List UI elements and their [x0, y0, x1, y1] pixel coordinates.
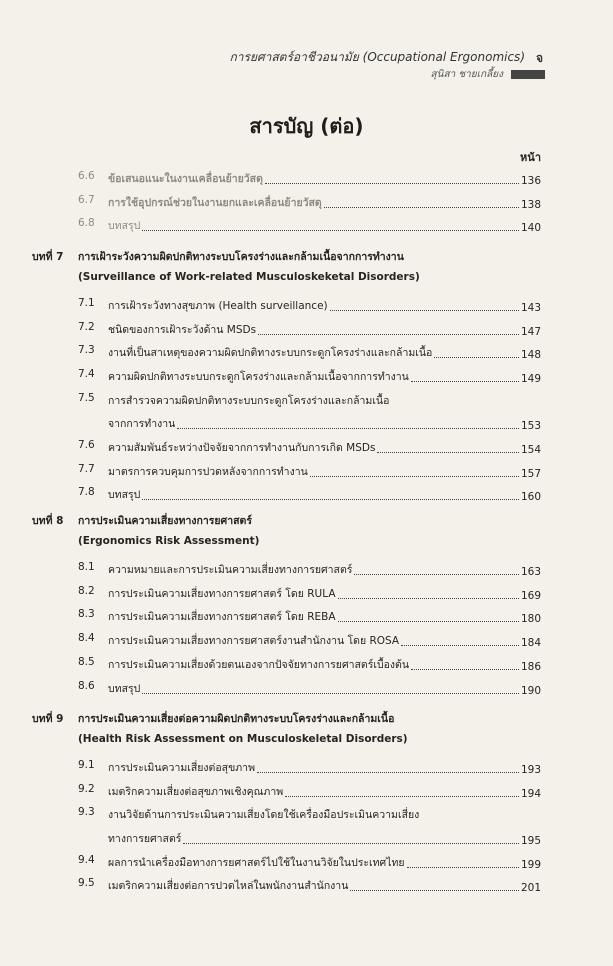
- chapter-title-en: (Ergonomics Risk Assessment): [78, 534, 260, 547]
- entry-title: งานที่เป็นสาเหตุของความผิดปกติทางระบบกระดูกโครงร่างและกล้ามเนื้อ: [108, 347, 433, 360]
- entry-title: ความหมายและการประเมินความเสี่ยงทางการยศาสตร์: [108, 564, 353, 576]
- entry-page: 153: [520, 420, 541, 433]
- dot-leader: [330, 310, 519, 311]
- entry-title: การประเมินความเสี่ยงทางการยศาสตร์ โดย REBA: [108, 611, 336, 624]
- entry-page: 190: [520, 684, 541, 697]
- entry-number: 7.2: [78, 320, 95, 333]
- table-row: [108, 585, 541, 602]
- table-row: [108, 344, 541, 361]
- entry-number: 8.3: [78, 608, 95, 621]
- chapter-label: บทที่ 7: [32, 251, 64, 263]
- chapter-label: บทที่ 8: [32, 515, 64, 527]
- entry-page: 147: [520, 325, 541, 338]
- entry-number: 9.4: [78, 853, 95, 866]
- table-row: [108, 680, 541, 697]
- dot-leader: [310, 476, 519, 477]
- entry-page: 149: [520, 373, 541, 386]
- entry-page: 195: [520, 834, 541, 847]
- dot-leader: [350, 890, 519, 891]
- entry-number: 9.5: [78, 877, 95, 890]
- entry-number: 7.7: [78, 462, 95, 475]
- table-row: [108, 632, 541, 649]
- dot-leader: [142, 499, 519, 500]
- entry-page: 160: [520, 491, 541, 504]
- dot-leader: [411, 381, 519, 382]
- entry-number: 8.1: [78, 561, 95, 573]
- entry-page: 184: [520, 637, 541, 650]
- entry-page: 169: [520, 589, 541, 602]
- entry-number: 9.1: [78, 759, 95, 771]
- entry-page: 201: [520, 882, 541, 895]
- chapter-title-th: การประเมินความเสี่ยงต่อความผิดปกติทางระบบโครงร่างและกล้ามเนื้อ: [78, 713, 395, 725]
- entry-number: 6.6: [78, 170, 95, 182]
- entry-title: บทสรุป: [108, 489, 141, 502]
- entry-title: ความสัมพันธ์ระหว่างปัจจัยจากการทำงานกับการเกิด MSDs: [108, 442, 376, 454]
- table-row: [108, 194, 541, 211]
- entry-number: 9.3: [78, 806, 95, 819]
- entry-title: การประเมินความเสี่ยงทางการยศาสตร์งานสำนักงาน โดย ROSA: [108, 635, 400, 648]
- entry-number: 7.1: [78, 297, 95, 309]
- entry-number: 8.2: [78, 584, 95, 597]
- dot-leader: [142, 693, 519, 694]
- dot-leader: [177, 428, 519, 429]
- entry-title: เมตริกความเสี่ยงต่อการปวดไหล่ในพนักงานสำนักงาน: [108, 880, 349, 893]
- entry-number: 8.4: [78, 632, 95, 645]
- table-row: [108, 783, 541, 800]
- dot-leader: [407, 867, 519, 868]
- entry-page: 186: [520, 660, 541, 673]
- table-row: [108, 463, 541, 480]
- dot-leader: [265, 183, 519, 184]
- entry-number: 7.4: [78, 368, 95, 381]
- table-row: [108, 830, 541, 847]
- chapter-title-en: (Health Risk Assessment on Musculoskeletal Disorders): [78, 732, 408, 745]
- entry-title-continued: ทางการยศาสตร์: [108, 832, 182, 845]
- entry-title-continued: จากการทำงาน: [108, 418, 176, 431]
- running-header-author: สุนิสา ชายเกลี้ยง: [430, 69, 503, 80]
- entry-page: 199: [520, 858, 541, 871]
- entry-number: 7.6: [78, 439, 95, 451]
- chapter-title-th: การประเมินความเสี่ยงทางการยศาสตร์: [78, 515, 252, 527]
- page-number: จ: [535, 51, 543, 65]
- dot-leader: [183, 843, 519, 844]
- entry-page: 136: [520, 175, 541, 187]
- entry-title: บทสรุป: [108, 682, 141, 695]
- table-row: [108, 877, 541, 894]
- dot-leader: [285, 796, 519, 797]
- dot-leader: [142, 230, 519, 231]
- running-header-title: การยศาสตร์อาชีวอนามัย (Occupational Ergonomics): [229, 50, 525, 64]
- toc-title: สารบัญ (ต่อ): [249, 114, 364, 138]
- entry-number: 6.7: [78, 193, 95, 206]
- table-row: [108, 759, 541, 776]
- entry-title-text: การสำรวจความผิดปกติทางระบบกระดูกโครงร่างและกล้ามเนื้อ: [108, 394, 390, 407]
- entry-title: การประเมินความเสี่ยงทางการยศาสตร์ โดย RULA: [108, 587, 336, 600]
- dot-leader: [338, 598, 519, 599]
- entry-number: 8.6: [78, 679, 95, 692]
- entry-title: เมตริกความเสี่ยงต่อสุขภาพเชิงคุณภาพ: [108, 785, 284, 798]
- entry-title: [108, 806, 541, 823]
- entry-title: การเฝ้าระวังทางสุขภาพ (Health surveillance): [108, 300, 328, 312]
- dot-leader: [354, 574, 519, 575]
- dot-leader: [324, 207, 519, 208]
- entry-number: 9.2: [78, 782, 95, 795]
- entry-title: การประเมินความเสี่ยงต่อสุขภาพ: [108, 762, 255, 774]
- table-row: [108, 415, 541, 432]
- entry-number: 7.3: [78, 344, 95, 357]
- entry-page: 140: [520, 222, 541, 235]
- dot-leader: [401, 645, 519, 646]
- entry-title: บทสรุป: [108, 220, 141, 233]
- entry-page: 194: [520, 787, 541, 800]
- chapter-title-th: การเฝ้าระวังความผิดปกติทางระบบโครงร่างและกล้ามเนื้อจากการทำงาน: [78, 251, 404, 263]
- entry-page: 157: [520, 467, 541, 480]
- entry-title: [108, 392, 541, 409]
- entry-page: 138: [520, 198, 541, 211]
- entry-title: มาตรการควบคุมการปวดหลังจากการทำงาน: [108, 465, 308, 478]
- entry-title: การประเมินความเสี่ยงด้วยตนเองจากปัจจัยทางการยศาสตร์เบื้องต้น: [108, 658, 410, 671]
- dot-leader: [377, 452, 519, 453]
- table-row: [108, 297, 541, 314]
- entry-title-text: งานวิจัยด้านการประเมินความเสี่ยงโดยใช้เครื่องมือประเมินความเสี่ยง: [108, 809, 420, 822]
- entry-number: 7.8: [78, 486, 95, 499]
- entry-title: ความผิดปกติทางระบบกระดูกโครงร่างและกล้ามเนื้อจากการทำงาน: [108, 371, 409, 384]
- entry-number: 8.5: [78, 655, 95, 668]
- dot-leader: [434, 357, 519, 358]
- dot-leader: [338, 621, 519, 622]
- table-row: [108, 170, 541, 187]
- entry-title: ผลการนำเครื่องมือทางการยศาสตร์ไปใช้ในงานวิจัยในประเทศไทย: [108, 856, 405, 869]
- dot-leader: [257, 772, 519, 773]
- entry-title: ข้อเสนอแนะในงานเคลื่อนย้ายวัสดุ: [108, 173, 263, 185]
- entry-page: 148: [520, 349, 541, 362]
- table-row: [108, 561, 541, 578]
- table-row: [108, 854, 541, 871]
- page-column-label: หน้า: [520, 151, 541, 164]
- table-row: [108, 608, 541, 625]
- entry-number: 6.8: [78, 217, 95, 230]
- table-row: [108, 656, 541, 673]
- entry-title: การใช้อุปกรณ์ช่วยในงานยกและเคลื่อนย้ายวัสดุ: [108, 196, 322, 209]
- entry-page: 180: [520, 613, 541, 626]
- table-row: [108, 439, 541, 456]
- chapter-title-en: (Surveillance of Work-related Musculoskeketal Disorders): [78, 270, 420, 283]
- chapter-label: บทที่ 9: [32, 713, 64, 725]
- table-row: [108, 368, 541, 385]
- entry-number: 7.5: [78, 391, 95, 404]
- entry-page: 193: [520, 764, 541, 776]
- entry-page: 143: [520, 302, 541, 314]
- entry-title: ชนิดของการเฝ้าระวังด้าน MSDs: [108, 323, 257, 336]
- table-row: [108, 321, 541, 338]
- dot-leader: [258, 334, 519, 335]
- entry-page: 154: [520, 444, 541, 456]
- table-row: [108, 217, 541, 234]
- entry-page: 163: [520, 566, 541, 578]
- dot-leader: [411, 669, 519, 670]
- table-row: [108, 486, 541, 503]
